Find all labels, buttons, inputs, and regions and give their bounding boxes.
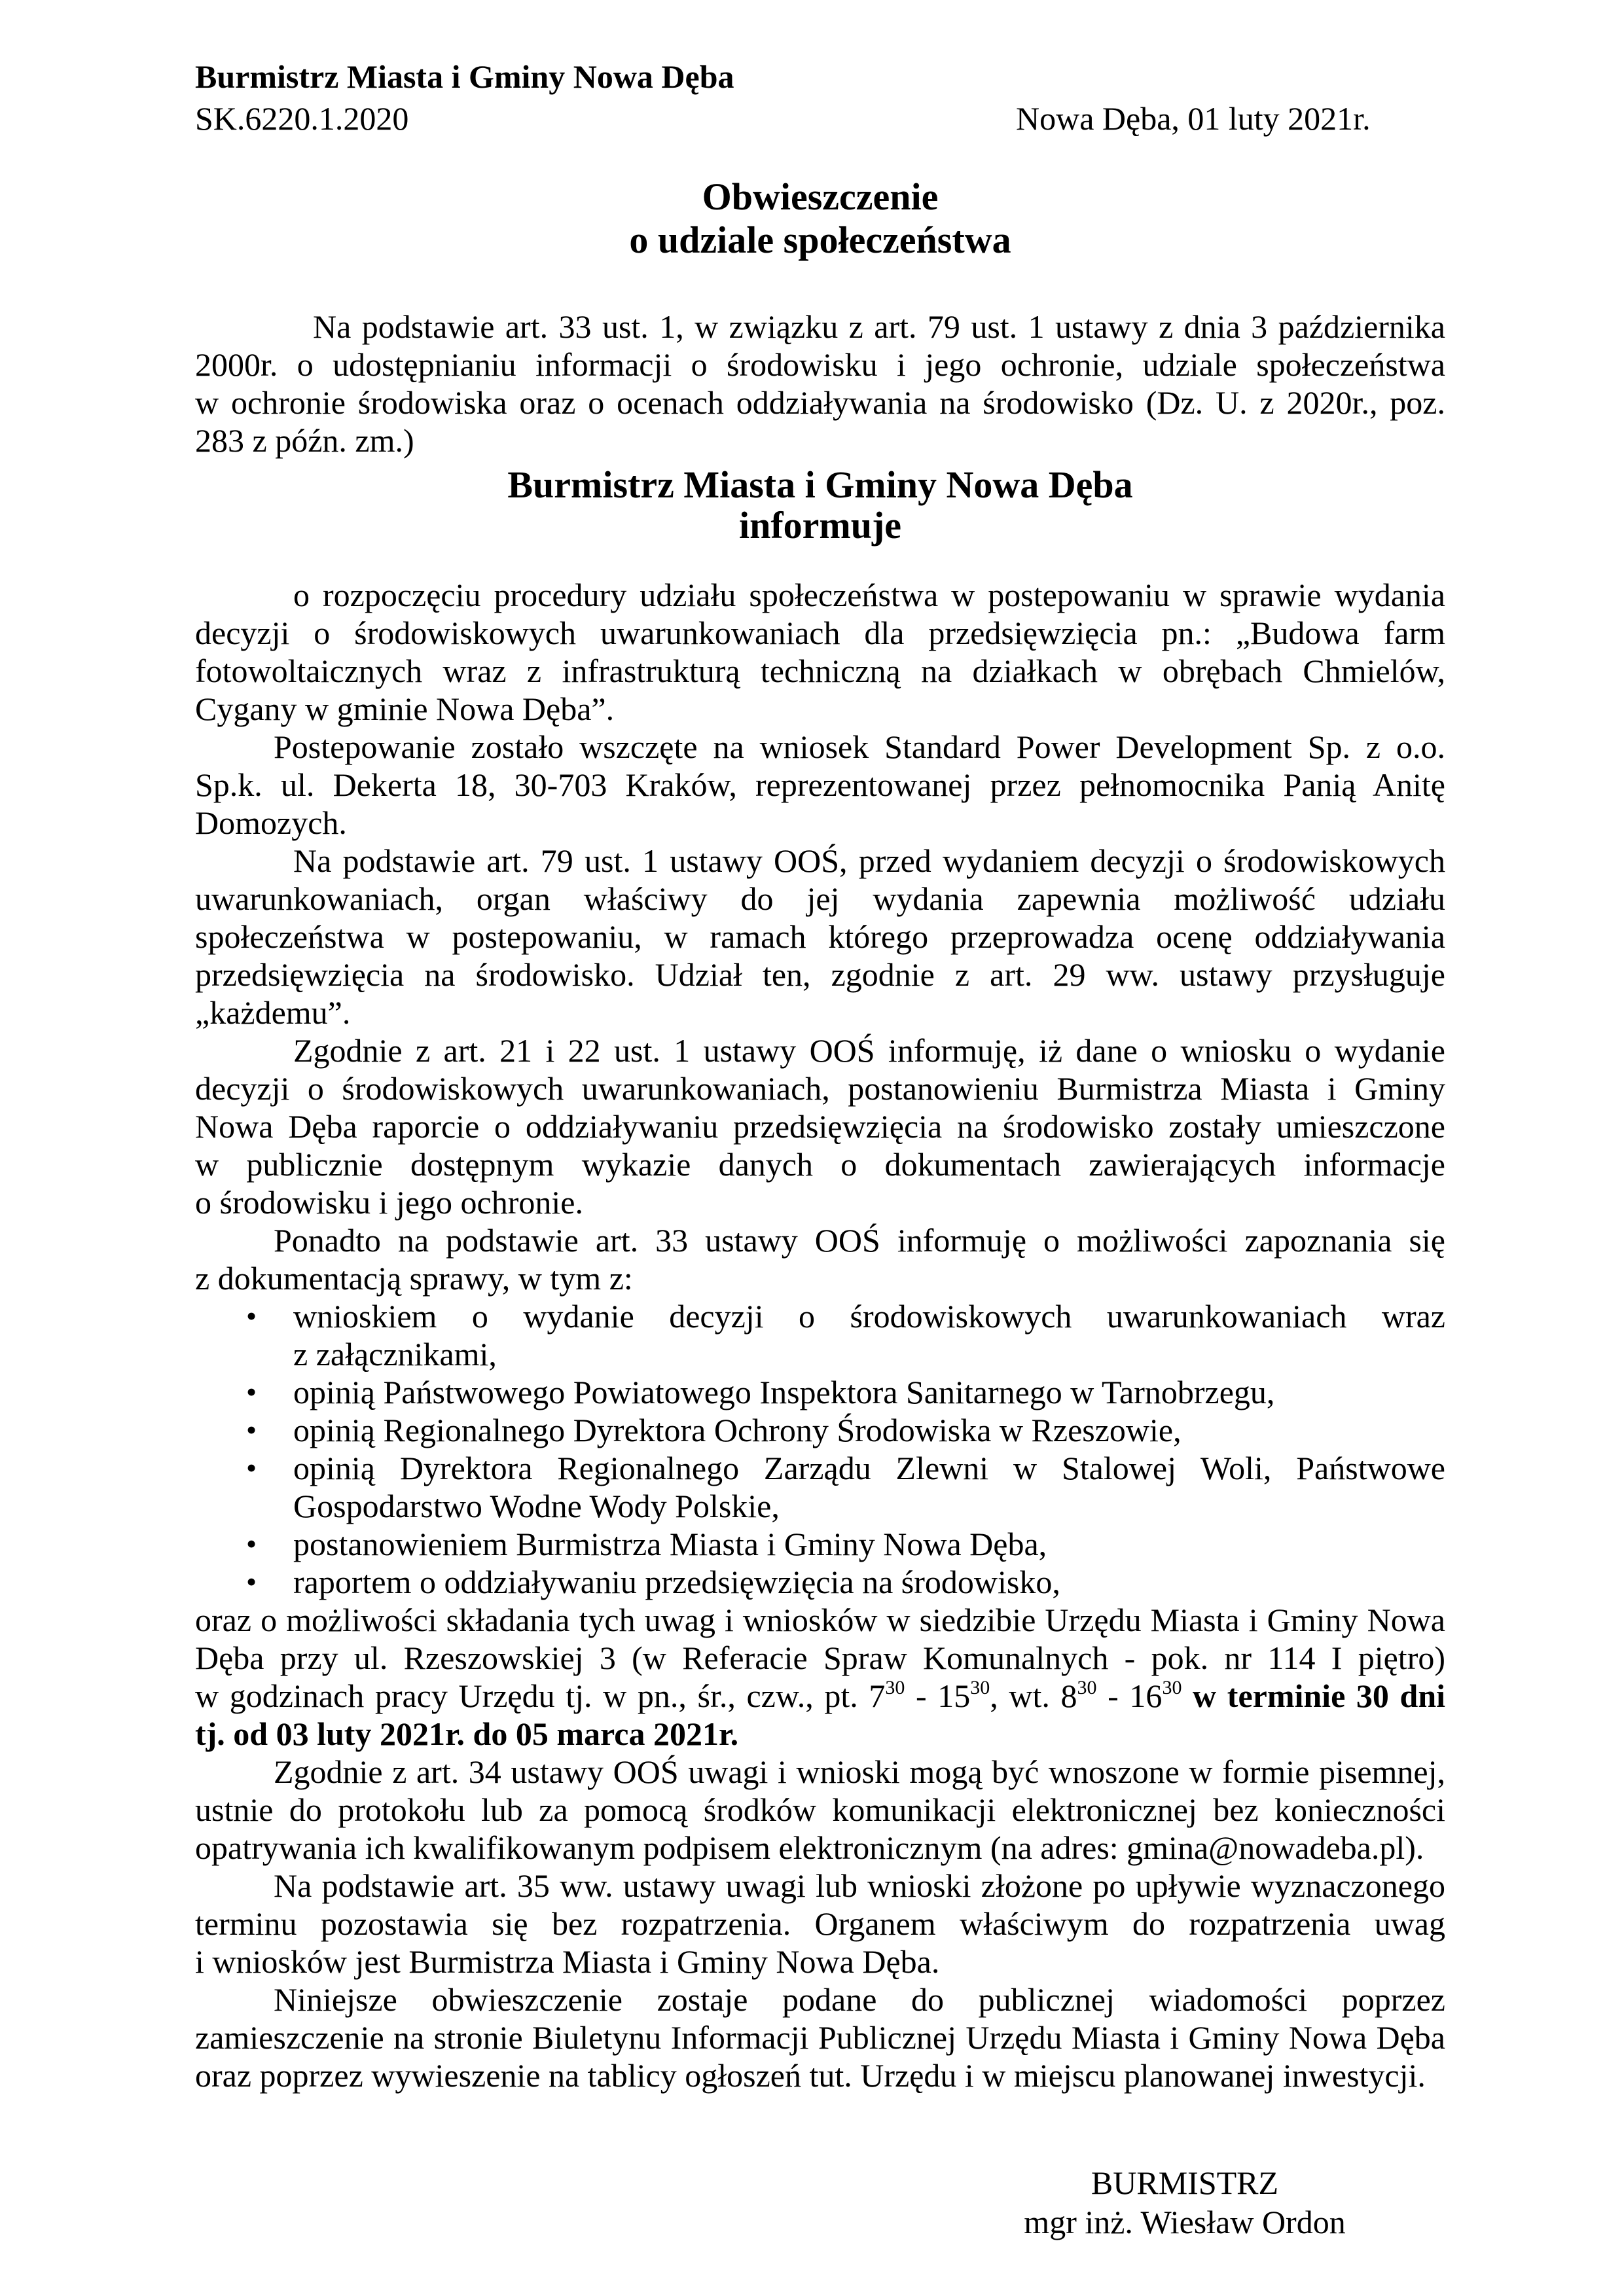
text-line: Cygany w gminie Nowa Dęba”. — [195, 691, 615, 727]
text-line: opinią Państwowego Powiatowego Inspektora Sanitarnego w Tarnobrzegu, — [293, 1374, 1275, 1410]
text-line: zamieszczenie na stronie Biuletynu Informacji Publicznej Urzędu Miasta i Gminy Nowa Dęba — [195, 2019, 1445, 2056]
text-line: decyzji o środowiskowych uwarunkowaniach, postanowieniu Burmistrza Miasta i Gminy — [195, 1070, 1445, 1107]
text-line: społeczeństwa w postepowaniu, w ramach którego przeprowadza ocenę oddziaływania — [195, 918, 1445, 955]
public-participation-paragraph — [195, 842, 1445, 1031]
text-line: wnioskiem o wydanie decyzji o środowiskowych uwarunkowaniach wraz — [293, 1298, 1445, 1335]
signature-title: BURMISTRZ — [1091, 2164, 1279, 2201]
text-line: w ochronie środowiska oraz o ocenach oddziaływania na środowisko (Dz. U. z 2020r., poz. — [195, 384, 1445, 421]
text-line: Gospodarstwo Wodne Wody Polskie, — [293, 1488, 780, 1524]
signature-name: mgr inż. Wiesław Ordon — [1024, 2204, 1346, 2240]
text-line: Na podstawie art. 35 ww. ustawy uwagi lub wnioski złożone po upływie wyznaczonego — [274, 1867, 1445, 1904]
late-submission-paragraph — [195, 1867, 1445, 1981]
case-reference-number: SK.6220.1.2020 — [195, 100, 409, 137]
text-line: Dęba przy ul. Rzeszowskiej 3 (w Referacie Spraw Komunalnych - pok. nr 114 I piętro) — [195, 1640, 1445, 1676]
list-item — [195, 1411, 1445, 1449]
text-line: Domozych. — [195, 804, 347, 841]
text-line: Zgodnie z art. 21 i 22 ust. 1 ustawy OOŚ informuję, iż dane o wniosku o wydanie — [293, 1032, 1445, 1069]
text-line: w publicznie dostępnym wykazie danych o dokumentach zawierających informacje — [195, 1146, 1445, 1183]
applicant-paragraph — [195, 728, 1445, 842]
office-hours-line: w godzinach pracy Urzędu tj. w pn., śr., czw., pt. $7^{30} - 15^{30}$, wt. $8^{30} - 16^{30}$ w terminie 30 dni — [195, 1677, 1446, 1714]
text-line: o środowisku i jego ochronie. — [195, 1184, 583, 1221]
bullet-icon: • — [246, 1413, 257, 1446]
place-and-date: Nowa Dęba, 01 luty 2021r. — [1016, 100, 1371, 137]
documents-list — [195, 1297, 1445, 1601]
text-line: Sp.k. ul. Dekerta 18, 30-703 Kraków, reprezentowanej przez pełnomocnika Panią Anitę — [195, 766, 1445, 803]
bullet-icon: • — [246, 1527, 257, 1560]
text-line: opinią Regionalnego Dyrektora Ochrony Środowiska w Rzeszowie, — [293, 1412, 1182, 1448]
text-line: Postepowanie zostało wszczęte na wniosek Standard Power Development Sp. z o.o. — [274, 728, 1445, 765]
text-line: raportem o oddziaływaniu przedsięwzięcia na środowisko, — [293, 1564, 1060, 1600]
notice-subtitle: o udziale społeczeństwa — [629, 219, 1011, 261]
text-line: Zgodnie z art. 34 ustawy OOŚ uwagi i wnioski mogą być wnoszone w formie pisemnej, — [274, 1753, 1445, 1790]
list-item — [195, 1563, 1445, 1601]
submission-form-paragraph — [195, 1753, 1445, 1867]
text-line: terminu pozostawia się bez rozpatrzenia. Organem właściwym do rozpatrzenia uwag — [195, 1905, 1445, 1942]
bullet-icon: • — [246, 1299, 257, 1333]
informs-heading: informuje — [738, 504, 902, 547]
text-line: Na podstawie art. 33 ust. 1, w związku z art. 79 ust. 1 ustawy z dnia 3 października — [313, 308, 1445, 345]
text-line: z załącznikami, — [293, 1336, 497, 1372]
list-item — [195, 1373, 1445, 1411]
issuing-authority: Burmistrz Miasta i Gminy Nowa Dęba — [195, 58, 734, 95]
list-item — [195, 1297, 1445, 1373]
text-line: z dokumentacją sprawy, w tym z: — [195, 1260, 633, 1297]
text-line: 283 z późn. zm.) — [195, 422, 414, 459]
submission-paragraph — [195, 1601, 1445, 1753]
email-line: opatrywania ich kwalifikowanym podpisem elektronicznym (na adres: gmina@nowadeba.pl). — [195, 1829, 1424, 1866]
text-line: fotowoltaicznych wraz z infrastrukturą techniczną na działkach w obrębach Chmielów, — [195, 653, 1445, 689]
text-line: Na podstawie art. 79 ust. 1 ustawy OOŚ, przed wydaniem decyzji o środowiskowych — [293, 842, 1445, 879]
text-line: przedsięwzięcia na środowisko. Udział ten, zgodnie z art. 29 ww. ustawy przysługuje — [195, 956, 1445, 993]
text-line: i wniosków jest Burmistrza Miasta i Gminy Nowa Dęba. — [195, 1943, 940, 1980]
text-line: Niniejsze obwieszczenie zostaje podane do publicznej wiadomości poprzez — [274, 1981, 1445, 2018]
text-line: Nowa Dęba raporcie o oddziaływaniu przedsięwzięcia na środowisko zostały umieszczone — [195, 1108, 1445, 1145]
publication-paragraph — [195, 1981, 1445, 2094]
bullet-icon: • — [246, 1451, 257, 1484]
deadline-dates: tj. od 03 luty 2021r. do 05 marca 2021r. — [195, 1715, 739, 1752]
list-item — [195, 1525, 1445, 1563]
text-line: Ponadto na podstawie art. 33 ustawy OOŚ informuję o możliwości zapoznania się — [274, 1222, 1445, 1259]
text-line: uwarunkowaniach, organ właściwy do jej wydania zapewnia możliwość udziału — [195, 880, 1445, 917]
text-line: ustnie do protokołu lub za pomocą środków komunikacji elektronicznej bez konieczności — [195, 1791, 1445, 1828]
documentation-paragraph — [195, 1221, 1445, 1297]
bullet-icon: • — [246, 1565, 257, 1598]
text-line: oraz poprzez wywieszenie na tablicy ogłoszeń tut. Urzędu i w miejscu planowanej inwestycji. — [195, 2057, 1426, 2094]
text-line: opinią Dyrektora Regionalnego Zarządu Zlewni w Stalowej Woli, Państwowe — [293, 1450, 1445, 1486]
text-line: 2000r. o udostępnianiu informacji o środowisku i jego ochronie, udziale społeczeństwa — [195, 346, 1445, 383]
data-register-paragraph — [195, 1031, 1445, 1221]
text-line: oraz o możliwości składania tych uwag i wniosków w siedzibie Urzędu Miasta i Gminy Nowa — [195, 1602, 1445, 1638]
text-line: o rozpoczęciu procedury udziału społeczeństwa w postepowaniu w sprawie wydania — [293, 577, 1445, 613]
deadline-emphasis: w terminie 30 dni — [1182, 1677, 1446, 1714]
text-line: „każdemu”. — [195, 994, 351, 1031]
legal-basis-paragraph — [195, 308, 1445, 459]
procedure-paragraph — [195, 576, 1445, 728]
list-item — [195, 1449, 1445, 1525]
notice-title: Obwieszczenie — [702, 175, 939, 218]
text-line: postanowieniem Burmistrza Miasta i Gminy Nowa Dęba, — [293, 1526, 1047, 1562]
bullet-icon: • — [246, 1375, 257, 1408]
authority-heading: Burmistrz Miasta i Gminy Nowa Dęba — [507, 463, 1133, 506]
text-line: decyzji o środowiskowych uwarunkowaniach dla przedsięwzięcia pn.: „Budowa farm — [195, 615, 1445, 651]
